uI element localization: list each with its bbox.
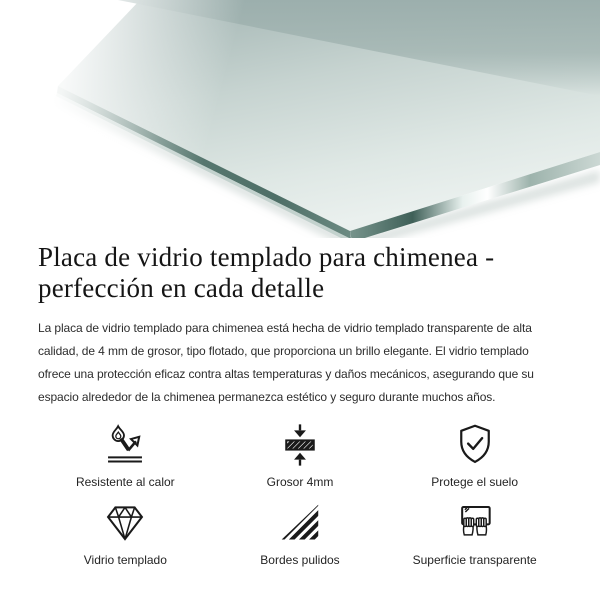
product-description: La placa de vidrio templado para chimenea está hecha de vidrio templado transparente de alta calidad, de 4 mm de grosor, tipo flotado, que proporciona un brillo elegante. El vidrio templado ofrece una protección eficaz contra altas temperaturas y daños mecánicos, asegurando que su espacio alrededor de la chimenea permanezca estético y seguro durante muchos años.	[38, 320, 534, 404]
shield-check-icon	[452, 423, 498, 467]
thickness-4mm-icon	[277, 423, 323, 467]
page-title	[38, 242, 562, 305]
features-grid	[38, 423, 562, 567]
feature-floor-protection	[387, 423, 562, 489]
feature-polished-edges	[213, 501, 388, 567]
feature-transparent-surface	[387, 501, 562, 567]
feature-tempered-glass	[38, 501, 213, 567]
diamond-icon	[102, 501, 148, 545]
feature-label: Protege el suelo	[431, 474, 519, 489]
page-title-line1: Placa de vidrio templado para chimenea -	[38, 242, 495, 272]
feature-label: Grosor 4mm	[266, 474, 334, 489]
page-title-line2: perfección en cada detalle	[38, 273, 325, 304]
white-fade-overlay	[0, 0, 600, 238]
feature-label: Vidrio templado	[83, 552, 167, 567]
feature-thickness	[213, 423, 388, 489]
heat-resistant-icon	[102, 423, 148, 467]
feature-heat-resistant	[38, 423, 213, 489]
hands-holding-glass-icon	[452, 501, 498, 545]
feature-label: Resistente al calor	[75, 474, 175, 489]
polished-edges-icon	[277, 501, 323, 545]
feature-label: Bordes pulidos	[260, 552, 340, 567]
product-image	[0, 0, 600, 238]
product-info-section	[0, 242, 600, 567]
feature-label: Superficie transparente	[412, 552, 537, 567]
